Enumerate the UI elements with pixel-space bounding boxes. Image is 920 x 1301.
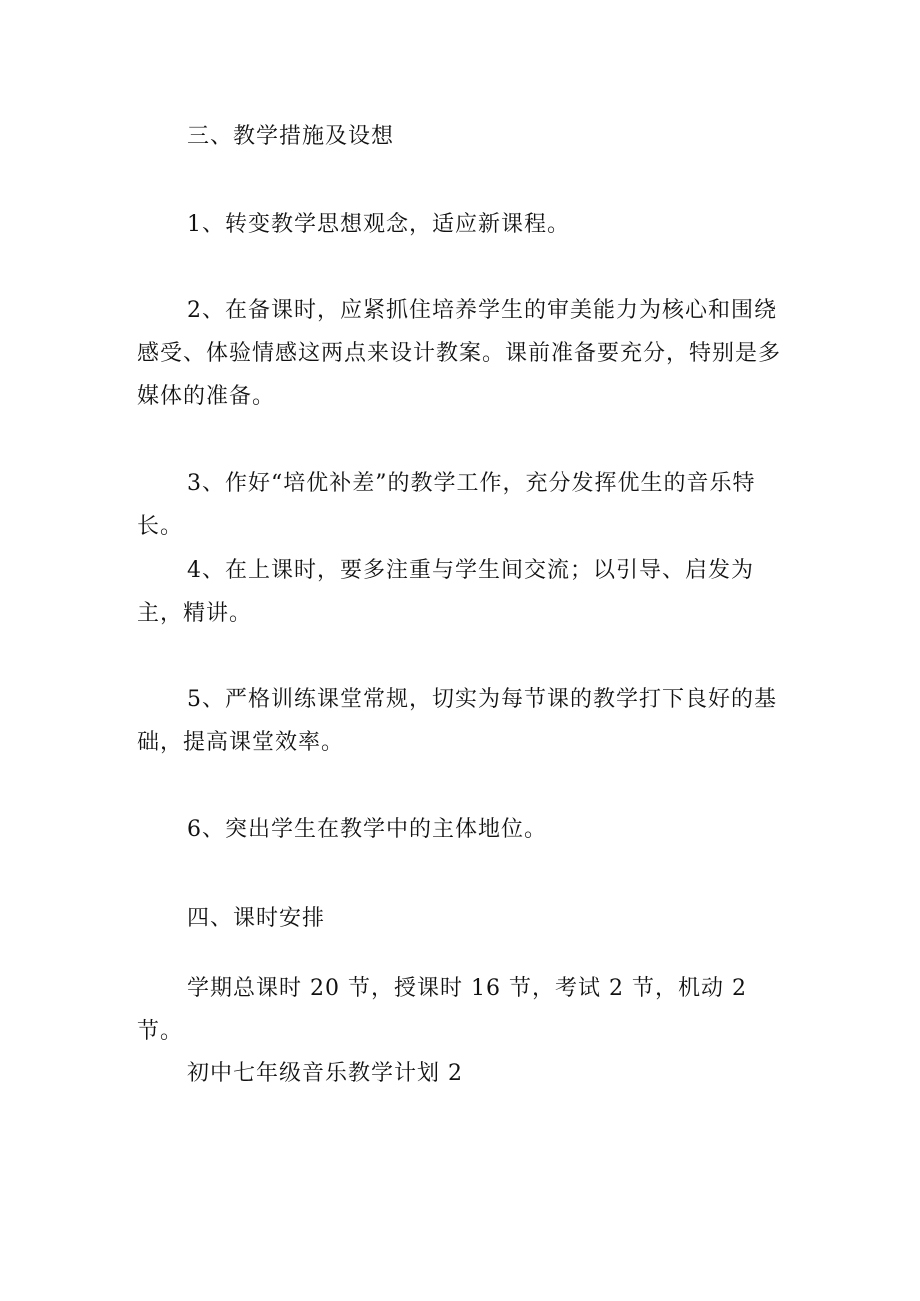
measure-item-2: 2、在备课时，应紧抓住培养学生的审美能力为核心和围绕感受、体验情感这两点来设计教案。课前准备要充分，特别是多媒体的准备。 [137, 298, 782, 409]
next-plan-title: 初中七年级音乐教学计划 2 [187, 1061, 463, 1086]
class-hours-schedule: 学期总课时 20 节，授课时 16 节，考试 2 节，机动 2 节。 [137, 976, 747, 1044]
measure-item-6: 6、突出学生在教学中的主体地位。 [187, 817, 547, 842]
measure-item-1: 1、转变教学思想观念，适应新课程。 [187, 212, 570, 237]
section-heading-class-hours: 四、课时安排 [187, 906, 326, 931]
measure-item-4: 4、在上课时，要多注重与学生间交流；以引导、启发为主，精讲。 [137, 558, 754, 626]
measure-item-5: 5、严格训练课堂常规，切实为每节课的教学打下良好的基础，提高课堂效率。 [137, 687, 777, 755]
measure-item-3: 3、作好“培优补差”的教学工作，充分发挥优生的音乐特长。 [137, 471, 756, 539]
section-heading-teaching-measures: 三、教学措施及设想 [187, 124, 395, 149]
